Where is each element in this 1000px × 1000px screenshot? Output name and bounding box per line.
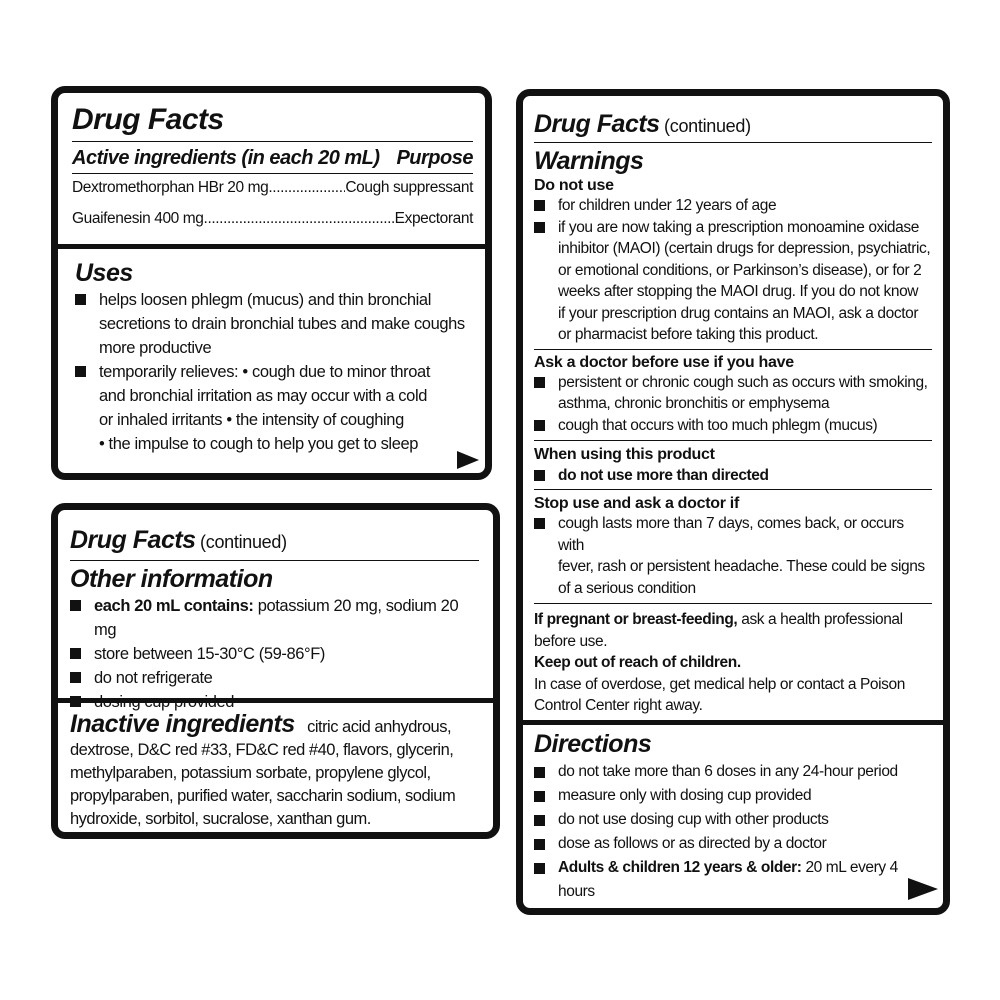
inactive-line: methylparaben, potassium sorbate, propylene glycol, [70, 764, 431, 782]
stop-use-heading: Stop use and ask a doctor if [534, 495, 739, 513]
item-line: weeks after stopping the MAOI drug. If you do not know [558, 283, 919, 301]
do-not-use-item [534, 217, 932, 346]
other-info-item [70, 666, 479, 690]
keep-out-heading: Keep out of reach of children. [534, 654, 741, 672]
divider [534, 349, 932, 350]
continued-label: (continued) [200, 532, 287, 552]
continue-arrow-icon [908, 878, 938, 900]
uses-line: temporarily relieves: • cough due to minor throat [99, 363, 431, 381]
divider [534, 489, 932, 490]
leader-dots [268, 172, 345, 203]
other-information-heading: Other information [70, 565, 273, 593]
uses-item [75, 360, 475, 456]
item-text: for children under 12 years of age [558, 197, 777, 215]
drug-facts-panel-continued-right [516, 89, 950, 915]
bullet-square-icon [534, 470, 545, 481]
directions-item [534, 784, 932, 808]
bullet-square-icon [70, 600, 81, 611]
divider [72, 141, 473, 142]
ask-doctor-heading: Ask a doctor before use if you have [534, 353, 794, 371]
ingredient-row [72, 172, 473, 203]
item-line: asthma, chronic bronchitis or emphysema [558, 395, 830, 413]
item-text: measure only with dosing cup provided [558, 787, 812, 804]
stop-use-item [534, 513, 932, 599]
purpose-heading: Purpose [396, 147, 473, 169]
item-bold [558, 907, 777, 915]
uses-line: and bronchial irritation as may occur with a cold [99, 387, 427, 405]
pregnant-bold: If pregnant or breast-feeding, [534, 611, 738, 629]
directions-item [534, 856, 932, 904]
do-not-use-item [534, 195, 932, 217]
panel-title-row [70, 528, 479, 553]
drug-facts-panel-continued-left [51, 503, 500, 839]
pregnant-line: before use. [534, 632, 608, 650]
item-line: or emotional conditions, or Parkinson’s disease), or for 2 [558, 261, 922, 279]
bullet-square-icon [534, 200, 545, 211]
panel-title-row [534, 112, 932, 137]
divider [534, 603, 932, 604]
bullet-square-icon [534, 420, 545, 431]
section-divider [523, 720, 943, 725]
panel-title: Drug Facts [72, 103, 224, 136]
bullet-square-icon [534, 839, 545, 850]
uses-line: secretions to drain bronchial tubes and make coughs [99, 315, 465, 333]
when-using-heading: When using this product [534, 446, 715, 464]
directions-item [534, 904, 932, 915]
bullet-square-icon [534, 222, 545, 233]
do-not-use-heading: Do not use [534, 177, 614, 194]
panel-title: Drug Facts [534, 110, 660, 138]
item-text: dosing cup provided [94, 693, 235, 711]
ask-doctor-item [534, 415, 932, 437]
bullet-square-icon [534, 911, 545, 915]
uses-heading: Uses [75, 259, 133, 287]
item-text: do not use dosing cup with other products [558, 811, 829, 828]
uses-item [75, 288, 475, 360]
continued-label: (continued) [664, 116, 751, 136]
active-ingredients-heading: Active ingredients (in each 20 mL) [72, 147, 380, 169]
item-line: or pharmacist before taking this product. [558, 326, 819, 344]
item-text: do not take more than 6 doses in any 24-hour period [558, 763, 898, 780]
directions-item [534, 808, 932, 832]
bullet-square-icon [70, 648, 81, 659]
item-text: cough that occurs with too much phlegm (mucus) [558, 416, 878, 434]
divider [534, 142, 932, 143]
uses-line: more productive [99, 339, 212, 357]
item-text: store between 15-30°C (59-86°F) [94, 645, 325, 663]
ask-doctor-item [534, 372, 932, 415]
item-bold: Adults & children 12 years & older: [558, 859, 802, 876]
directions-item [534, 832, 932, 856]
active-ingredients-header [72, 147, 473, 170]
ingredient-purpose: Expectorant [394, 210, 473, 227]
inactive-ingredients-block [70, 712, 483, 831]
bullet-square-icon [75, 366, 86, 377]
uses-line: or inhaled irritants • the intensity of coughing [99, 411, 404, 429]
pregnant-notice [534, 609, 932, 717]
item-line: if you are now taking a prescription monoamine oxidase [558, 218, 919, 236]
other-info-item [70, 594, 479, 642]
item-line: persistent or chronic cough such as occurs with smoking, [558, 373, 928, 391]
item-text: do not refrigerate [94, 669, 213, 687]
warnings-heading: Warnings [534, 147, 644, 175]
item-text: 20 mL every 4 hours [558, 859, 898, 900]
item-line: of a serious condition [558, 579, 696, 597]
bullet-square-icon [75, 294, 86, 305]
inactive-line: citric acid anhydrous, [307, 718, 452, 736]
item-line: fever, rash or persistent headache. These could be signs [558, 558, 925, 576]
uses-line: • the impulse to cough to help you get to sleep [99, 435, 419, 453]
continue-arrow-icon [457, 451, 479, 469]
item-line: cough lasts more than 7 days, comes back, or occurs with [558, 515, 904, 554]
pregnant-text: ask a health professional [737, 611, 903, 629]
uses-line: helps loosen phlegm (mucus) and thin bronchial [99, 291, 431, 309]
bullet-square-icon [534, 863, 545, 874]
bullet-square-icon [534, 815, 545, 826]
item-text: dose as follows or as directed by a doctor [558, 835, 827, 852]
item-bold: each 20 mL contains: [94, 597, 254, 615]
bullet-square-icon [70, 672, 81, 683]
item-line: if your prescription drug contains an MAOI, ask a doctor [558, 304, 919, 322]
ingredient-name: Dextromethorphan HBr 20 mg [72, 179, 269, 196]
ingredient-name: Guaifenesin 400 mg [72, 210, 204, 227]
bullet-square-icon [534, 767, 545, 778]
when-using-item [534, 465, 932, 487]
other-info-item [70, 642, 479, 666]
overdose-line: Control Center right away. [534, 697, 703, 715]
divider [70, 560, 479, 561]
directions-heading: Directions [534, 730, 652, 758]
inactive-ingredients-heading: Inactive ingredients [70, 710, 295, 738]
section-divider [58, 698, 493, 703]
inactive-line: propylparaben, purified water, saccharin sodium, sodium [70, 787, 456, 805]
panel-title: Drug Facts [70, 526, 196, 554]
item-text [777, 907, 856, 915]
inactive-line: dextrose, D&C red #33, FD&C red #40, flavors, glycerin, [70, 741, 454, 759]
leader-dots [204, 203, 395, 234]
bullet-square-icon [534, 518, 545, 529]
section-divider [58, 244, 485, 249]
overdose-line: In case of overdose, get medical help or contact a Poison [534, 675, 905, 693]
drug-facts-panel-primary [51, 86, 492, 480]
bullet-square-icon [534, 791, 545, 802]
item-text: potassium 20 mg, sodium 20 mg [94, 597, 459, 639]
divider [534, 440, 932, 441]
directions-item [534, 760, 932, 784]
item-text: do not use more than directed [558, 466, 769, 484]
item-line: inhibitor (MAOI) (certain drugs for depression, psychiatric, [558, 240, 931, 258]
bullet-square-icon [534, 377, 545, 388]
inactive-line: hydroxide, sorbitol, sucralose, xanthan gum. [70, 810, 371, 828]
ingredient-purpose: Cough suppressant [345, 179, 473, 196]
ingredient-row [72, 203, 473, 234]
